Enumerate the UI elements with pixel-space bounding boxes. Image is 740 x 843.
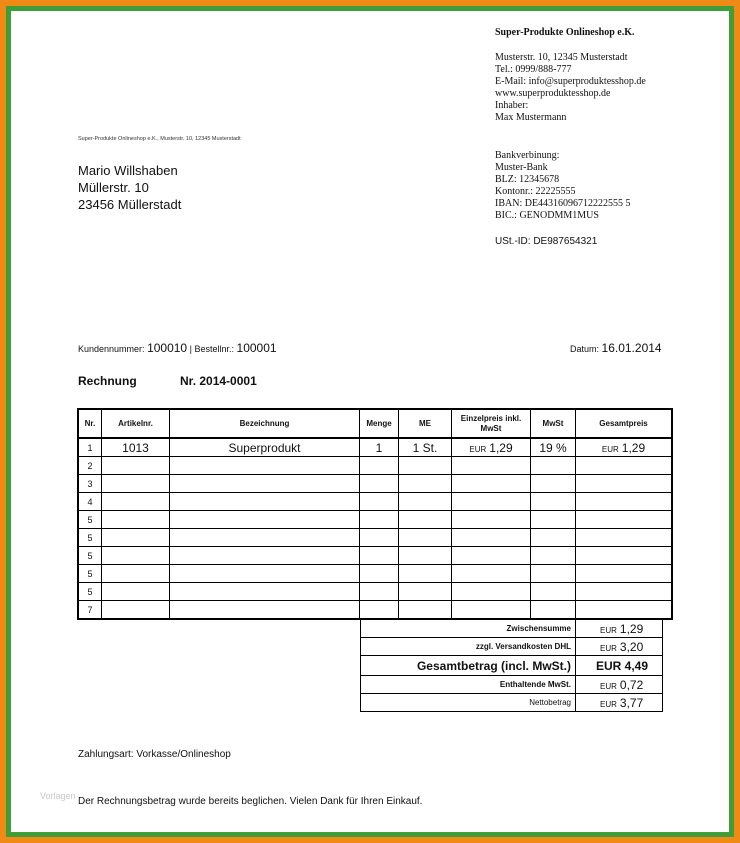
table-row [78, 601, 672, 620]
meta-separator: | [189, 344, 192, 354]
totals-table [360, 619, 663, 712]
invoice-number: Nr. 2014-0001 [180, 374, 257, 388]
col-quantity: Menge [360, 409, 399, 438]
return-address: Super-Produkte Onlineshop e.K., Musterstr. 10, 12345 Musterstadt [78, 136, 241, 142]
recipient-address [78, 162, 181, 213]
col-vat: MwSt [531, 409, 576, 438]
table-row [78, 583, 672, 601]
closing-note: Der Rechnungsbetrag wurde bereits beglichen. Vielen Dank für Ihren Einkauf. [78, 796, 423, 807]
net-label: Nettobetrag [361, 694, 576, 712]
col-total: Gesamtpreis [576, 409, 673, 438]
sender-company: Super-Produkte Onlineshop e.K. [495, 27, 635, 38]
line-items-table [77, 408, 673, 620]
row-vat: 19 % [531, 438, 576, 457]
bank-block [495, 150, 631, 222]
order-number: 100001 [236, 341, 277, 355]
net-row [361, 694, 663, 712]
row-unit-price [452, 438, 531, 457]
invoice-date [570, 341, 662, 355]
row-nr: 7 [78, 601, 102, 620]
bank-name: Muster-Bank [495, 162, 548, 173]
row-description: Superprodukt [170, 438, 360, 457]
row-quantity: 1 [360, 438, 399, 457]
recipient-name: Mario Willshaben [78, 163, 178, 178]
order-number-label: Bestellnr.: [194, 344, 235, 354]
customer-number-label: Kundennummer: [78, 344, 145, 354]
table-row [78, 565, 672, 583]
sender-tel: Tel.: 0999/888-777 [495, 64, 572, 75]
sender-street: Musterstr. 10, 12345 Musterstadt [495, 52, 628, 63]
row-nr: 5 [78, 529, 102, 547]
net-amount: 3,77 [619, 695, 644, 710]
vat-value [576, 676, 663, 694]
subtotal-row [361, 620, 663, 638]
col-unit-price: Einzelpreis inkl. MwSt [452, 409, 531, 438]
grand-total-value: EUR 4,49 [576, 656, 663, 676]
unit-price-currency: EUR [469, 444, 487, 454]
date-value: 16.01.2014 [601, 341, 662, 355]
table-row [78, 493, 672, 511]
col-nr: Nr. [78, 409, 102, 438]
net-currency: EUR [600, 699, 617, 709]
shipping-amount: 3,20 [619, 639, 644, 654]
table-header-row [78, 409, 672, 438]
table-row [78, 457, 672, 475]
table-row [78, 438, 672, 457]
invoice-sheet [11, 11, 729, 832]
vat-currency: EUR [600, 681, 617, 691]
vat-id: USt.-ID: DE987654321 [495, 236, 598, 247]
invoice-title [78, 374, 257, 388]
recipient-street: Müllerstr. 10 [78, 180, 149, 195]
row-nr: 5 [78, 511, 102, 529]
bank-blz: BLZ: 12345678 [495, 174, 560, 185]
date-label: Datum: [570, 344, 600, 354]
vat-label: Enthaltende MwSt. [361, 676, 576, 694]
net-value [576, 694, 663, 712]
payment-method: Zahlungsart: Vorkasse/Onlineshop [78, 749, 231, 760]
watermark: Vorlagen [40, 791, 76, 801]
row-nr: 2 [78, 457, 102, 475]
subtotal-amount: 1,29 [619, 621, 644, 636]
shipping-row [361, 638, 663, 656]
row-nr: 4 [78, 493, 102, 511]
total-value: 1,29 [621, 440, 646, 455]
bank-iban: IBAN: DE44316096712222555 5 [495, 198, 631, 209]
row-nr: 5 [78, 583, 102, 601]
bank-konto: Kontonr.: 22225555 [495, 186, 576, 197]
row-article: 1013 [102, 438, 170, 457]
col-article: Artikelnr. [102, 409, 170, 438]
subtotal-label: Zwischensumme [361, 620, 576, 638]
grand-total-row [361, 656, 663, 676]
grand-total-label: Gesamtbetrag (incl. MwSt.) [361, 656, 576, 676]
col-description: Bezeichnung [170, 409, 360, 438]
shipping-value [576, 638, 663, 656]
order-meta [78, 341, 277, 355]
shipping-currency: EUR [600, 643, 617, 653]
bank-bic: BIC.: GENODMM1MUS [495, 210, 599, 221]
sender-web: www.superproduktesshop.de [495, 88, 611, 99]
sender-email: E-Mail: info@superproduktesshop.de [495, 76, 646, 87]
subtotal-value [576, 620, 663, 638]
recipient-city: 23456 Müllerstadt [78, 197, 182, 212]
row-nr: 1 [78, 438, 102, 457]
table-row [78, 529, 672, 547]
sender-owner-label: Inhaber: [495, 100, 529, 111]
total-currency: EUR [601, 444, 619, 454]
sender-block [495, 27, 646, 124]
row-unit: 1 St. [399, 438, 452, 457]
vat-amount: 0,72 [619, 677, 644, 692]
shipping-label: zzgl. Versandkosten DHL [361, 638, 576, 656]
table-row [78, 475, 672, 493]
table-row [78, 547, 672, 565]
row-nr: 5 [78, 547, 102, 565]
unit-price-value: 1,29 [489, 440, 513, 455]
bank-label: Bankverbinung: [495, 150, 560, 161]
subtotal-currency: EUR [600, 625, 617, 635]
invoice-title-label: Rechnung [78, 374, 137, 388]
col-unit: ME [399, 409, 452, 438]
table-row [78, 511, 672, 529]
vat-row [361, 676, 663, 694]
customer-number: 100010 [147, 341, 188, 355]
sender-owner: Max Mustermann [495, 112, 567, 123]
row-nr: 3 [78, 475, 102, 493]
row-nr: 5 [78, 565, 102, 583]
row-total [576, 438, 673, 457]
